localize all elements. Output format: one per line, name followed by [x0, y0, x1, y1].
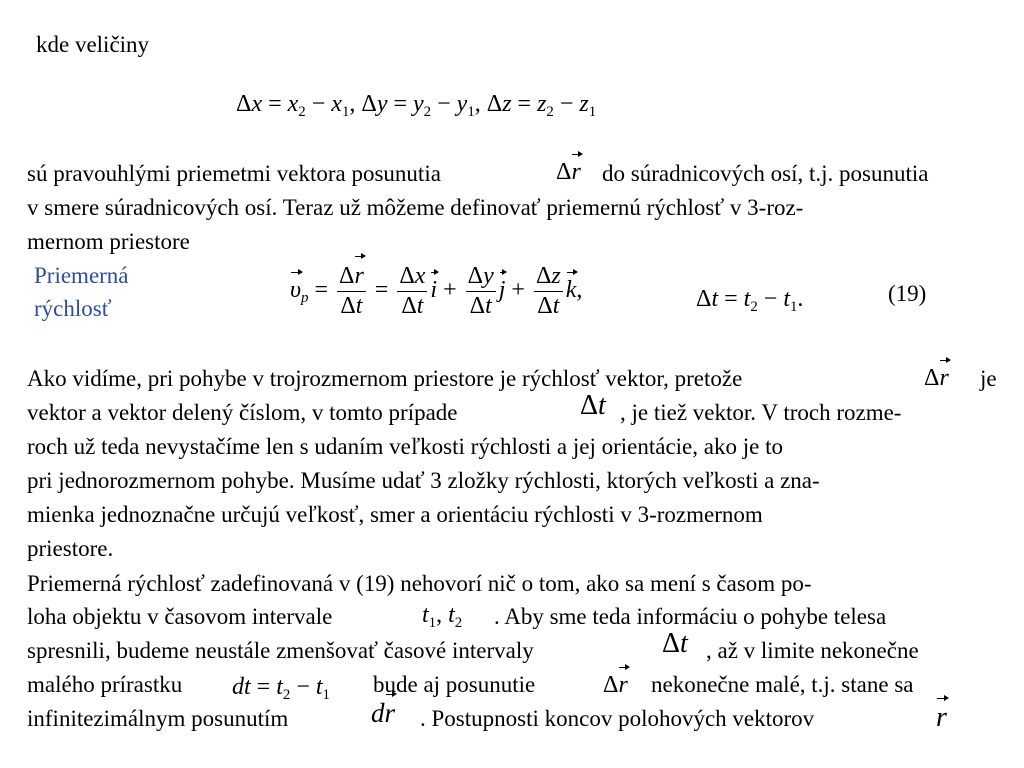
r-vector-math: r: [936, 702, 947, 733]
equation-number: (19): [888, 281, 927, 306]
components-equation: $\Delta x = x_2 - x_1$, $\Delta y = y_2 - y_1$, $\Delta z = z_2 - z_1$: [236, 91, 597, 121]
delta-r-vector-math-3: Δr: [603, 672, 628, 698]
para1-line1b: do súradnicových osí, t.j. posunutia: [602, 161, 929, 186]
sidebar-label-line1: Priemerná: [34, 263, 129, 288]
time-interval-math: $t_1$, $t_2$: [422, 602, 463, 632]
delta-r-vector-math-2: Δr: [924, 365, 949, 391]
delta-r-vector-math: Δr: [556, 159, 581, 185]
para2-line1a: Ako vidíme, pri pohybe v trojrozmernom priestore je rýchlosť vektor, pretože: [27, 366, 743, 391]
para3-line5a: infinitezimálnym posunutím: [27, 706, 289, 731]
para1-line2: v smere súradnicových osí. Teraz už môžeme definovať priemernú rýchlosť v 3-roz-: [27, 195, 804, 220]
dt-equation: dt = $t_2 - t_1$: [232, 674, 330, 704]
para3-line2b: . Aby sme teda informáciu o pohybe telesa: [494, 604, 887, 629]
para2-line1b: je: [980, 366, 997, 391]
para3-line4c: nekonečne malé, t.j. stane sa: [651, 672, 914, 697]
para2-line5: mienka jednoznačne určujú veľkosť, smer a orientáciu rýchlosti v 3-rozmernom: [27, 502, 763, 527]
para1-line1a: sú pravouhlými priemetmi vektora posunutia: [27, 161, 441, 186]
average-velocity-equation: $\upsilon_p$ = $\frac{\Delta r}{\Delta t}$ = $\frac{\Delta x}{\Delta t}$ i + $\frac{\Delta y}{\Delta t}$ j + $\frac{\Delta z}{\Delta t}$ k,: [290, 263, 583, 319]
para2-line4: pri jednorozmernom pohybe. Musíme udať 3 zložky rýchlosti, ktorých veľkosti a zna-: [27, 468, 820, 493]
intro-text: kde veličiny: [36, 32, 150, 57]
para3-line4a: malého prírastku: [27, 672, 183, 697]
delta-t-math: Δt: [580, 390, 606, 421]
para3-line3b: , až v limite nekonečne: [706, 638, 919, 663]
para3-line4b: bude aj posunutie: [373, 672, 536, 697]
para2-line2a: vektor a vektor delený číslom, v tomto prípade: [27, 400, 458, 425]
sidebar-label-line2: rýchlosť: [34, 296, 112, 321]
para2-line2b: , je tiež vektor. V troch rozme-: [620, 400, 902, 425]
para3-line1: Priemerná rýchlosť zadefinovaná v (19) nehovorí nič o tom, ako sa mení s časom po-: [27, 571, 812, 596]
para3-line2a: loha objektu v časovom intervale: [27, 604, 333, 629]
para3-line3a: spresnili, budeme neustále zmenšovať časové intervaly: [27, 638, 534, 663]
dr-vector-math: dr: [371, 698, 396, 728]
para2-line6: priestore.: [27, 536, 114, 561]
para1-line3: mernom priestore: [27, 229, 190, 254]
para3-line5b: . Postupnosti koncov polohových vektorov: [420, 706, 815, 731]
delta-t-equation: $\Delta t = t_2 - t_1$.: [696, 286, 804, 316]
delta-t-math-2: Δt: [662, 628, 688, 659]
para2-line3: roch už teda nevystačíme len s udaním veľkosti rýchlosti a jej orientácie, ako je to: [27, 434, 783, 459]
